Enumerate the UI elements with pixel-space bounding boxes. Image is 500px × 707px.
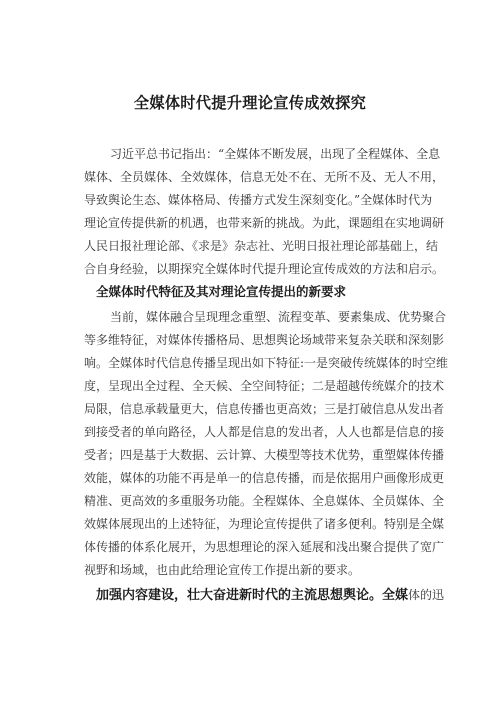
intro-line: 人民日报社理论部、《求是》杂志社、光明日报社理论部基础上，结 bbox=[84, 239, 439, 253]
body-line: 受者；四是基于大数据、云计算、大模型等技术优势，重塑媒体传播 bbox=[84, 448, 445, 462]
body-line: 体传播的体系化展开，为思想理论的深入延展和浅出聚合提供了宽广 bbox=[84, 540, 445, 554]
section-heading-bold: 加强内容建设，壮大奋进新时代的主流思想舆论。全媒 bbox=[96, 588, 409, 603]
body-line: 精准、更高效的多重服务功能。全程媒体、全息媒体、全员媒体、全 bbox=[84, 494, 445, 508]
intro-line: 习近平总书记指出：“全媒体不断发展，出现了全程媒体、全息 bbox=[110, 147, 441, 161]
intro-line: 导致舆论生态、媒体格局、传播方式发生深刻变化。”全媒体时代为 bbox=[84, 193, 433, 207]
body-line: 局限，信息承载量更大，信息传播也更高效；三是打破信息从发出者 bbox=[84, 402, 445, 416]
body-line: 响。全媒体时代信息传播呈现出如下特征:一是突破传统媒体的时空维 bbox=[84, 356, 449, 370]
section-heading-tail: 体的迅 bbox=[408, 588, 445, 602]
section-heading bbox=[96, 586, 444, 605]
body-line: 度，呈现出全过程、全天候、全空间特征；二是超越传统媒介的技术 bbox=[84, 379, 445, 393]
document-title: 全媒体时代提升理论宣传成效探究 bbox=[133, 94, 367, 112]
section-heading: 全媒体时代特征及其对理论宣传提出的新要求 bbox=[96, 284, 347, 299]
intro-line: 理论宣传提供新的机遇，也带来新的挑战。为此，课题组在实地调研 bbox=[84, 216, 445, 230]
body-line: 等多维特征，对媒体传播格局、思想舆论场域带来复杂关联和深刻影 bbox=[84, 333, 445, 347]
intro-line: 媒体、全员媒体、全效媒体，信息无处不在、无所不及、无人不用， bbox=[84, 170, 445, 184]
body-line: 效媒体展现出的上述特征，为理论宣传提供了诸多便利。特别是全媒 bbox=[84, 517, 445, 531]
body-line: 效能，媒体的功能不再是单一的信息传播，而是依据用户画像形成更 bbox=[84, 471, 445, 485]
body-line: 当前，媒体融合呈现理念重塑、流程变革、要素集成、优势聚合 bbox=[110, 310, 447, 324]
body-line: 视野和场域，也由此给理论宣传工作提出新的要求。 bbox=[84, 563, 361, 577]
intro-line: 合自身经验，以期探究全媒体时代提升理论宣传成效的方法和启示。 bbox=[84, 262, 445, 276]
body-line: 到接受者的单向路径，人人都是信息的发出者，人人也都是信息的接 bbox=[84, 425, 445, 439]
